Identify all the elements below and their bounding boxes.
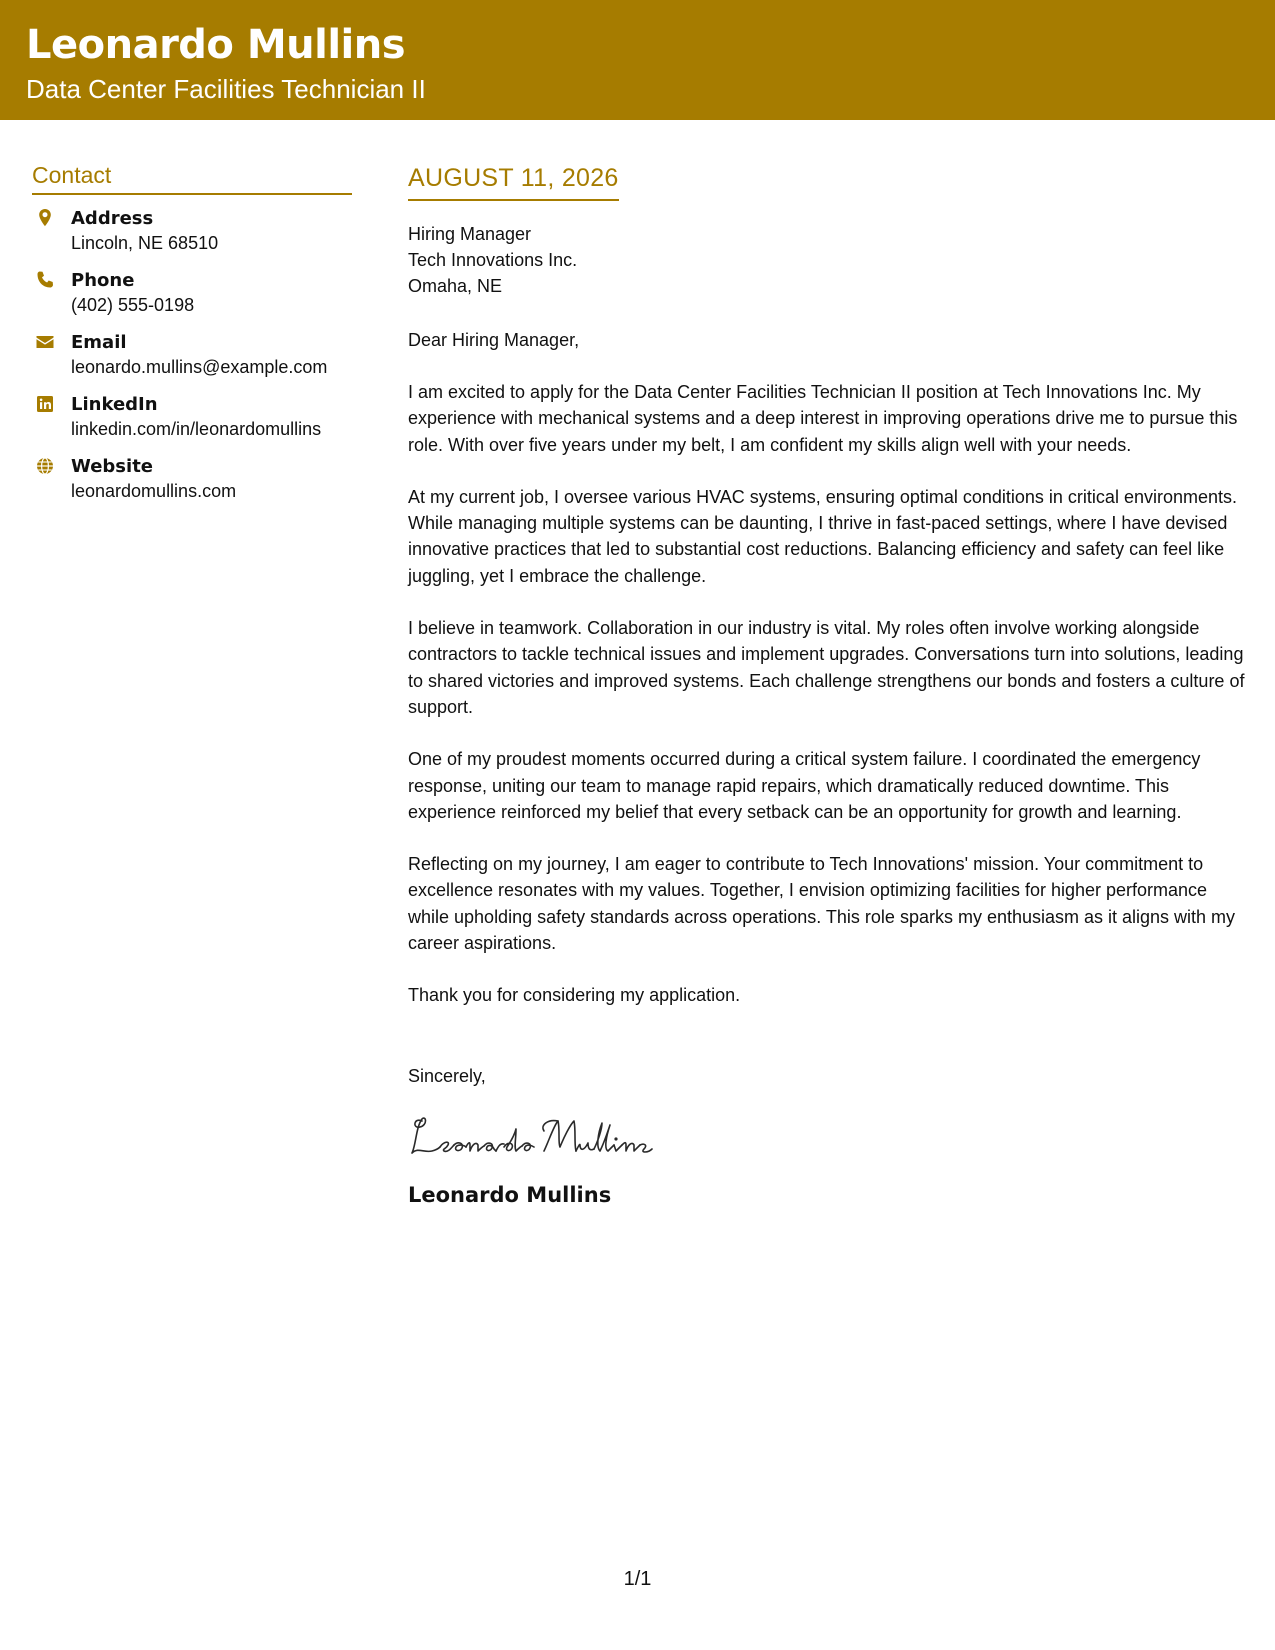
recipient-line: Omaha, NE <box>408 276 503 296</box>
recipient-line: Tech Innovations Inc. <box>408 250 578 270</box>
letter-paragraph: At my current job, I oversee various HVAC systems, ensuring optimal conditions in critical environments. While managing multiple systems can be daunting, I thrive in fast-paced settings, where I have devised innovative practices that led to substantial cost reductions. Balancing efficiency and safety can feel like juggling, yet I embrace the challenge. <box>408 486 1237 586</box>
email-value: leonardo.mullins@example.com <box>71 357 328 377</box>
website-value: leonardomullins.com <box>71 481 237 501</box>
contact-item-phone <box>32 269 352 317</box>
letter-paragraph: Thank you for considering my application. <box>408 985 741 1006</box>
website-label: Website <box>71 456 154 477</box>
envelope-icon <box>35 332 55 352</box>
contact-item-email <box>32 331 352 379</box>
recipient-line: Hiring Manager <box>408 224 532 244</box>
linkedin-icon <box>35 394 55 414</box>
header-banner <box>0 0 1275 120</box>
contact-sidebar <box>32 162 352 517</box>
globe-icon <box>35 456 55 476</box>
letter-paragraph: I am excited to apply for the Data Center Facilities Technician II position at Tech Innovations Inc. My experience with mechanical systems and a deep interest in improving operations drive me to pursue this role. With over five years under my belt, I am confident my skills align well with your needs. <box>408 382 1238 455</box>
linkedin-value: linkedin.com/in/leonardomullins <box>71 419 322 439</box>
phone-icon <box>35 270 55 290</box>
signed-name: Leonardo Mullins <box>408 1182 612 1207</box>
contact-item-address <box>32 207 352 255</box>
address-label: Address <box>71 208 154 229</box>
map-pin-icon <box>35 208 55 228</box>
recipient-block <box>408 221 1253 299</box>
job-title: Data Center Facilities Technician II <box>26 74 426 104</box>
closing: Sincerely, <box>408 1065 486 1086</box>
email-label: Email <box>71 332 127 353</box>
phone-label: Phone <box>71 270 135 291</box>
contact-list <box>32 207 352 503</box>
letter-date: AUGUST 11, 2026 <box>408 164 619 201</box>
page-number: 1/1 <box>623 1568 652 1590</box>
contact-item-website <box>32 455 352 503</box>
contact-item-linkedin <box>32 393 352 441</box>
applicant-name: Leonardo Mullins <box>26 22 406 68</box>
contact-heading: Contact <box>32 162 352 195</box>
letter-paragraph: I believe in teamwork. Collaboration in our industry is vital. My roles often involve working alongside contractors to tackle technical issues and implement upgrades. Conversations turn into solutions, leading to shared victories and improved systems. Each challenge strengthens our bonds and fosters a culture of support. <box>408 618 1245 717</box>
phone-value: (402) 555-0198 <box>71 295 195 315</box>
letter-paragraph: Reflecting on my journey, I am eager to contribute to Tech Innovations' mission. Your commitment to excellence resonates with my values. Together, I envision optimizing facilities for higher performance while upholding safety standards across operations. This role sparks my enthusiasm as it aligns with my career aspirations. <box>408 854 1236 954</box>
address-value: Lincoln, NE 68510 <box>71 233 219 253</box>
letter-paragraph: One of my proudest moments occurred during a critical system failure. I coordinated the emergency response, uniting our team to manage rapid repairs, which dramatically reduced downtime. This experience reinforced my belief that every setback can be an opportunity for growth and learning. <box>408 749 1201 822</box>
handwritten-signature <box>408 1107 708 1167</box>
salutation: Dear Hiring Manager, <box>408 330 580 350</box>
letter-body <box>408 164 1253 1207</box>
linkedin-label: LinkedIn <box>71 394 158 415</box>
